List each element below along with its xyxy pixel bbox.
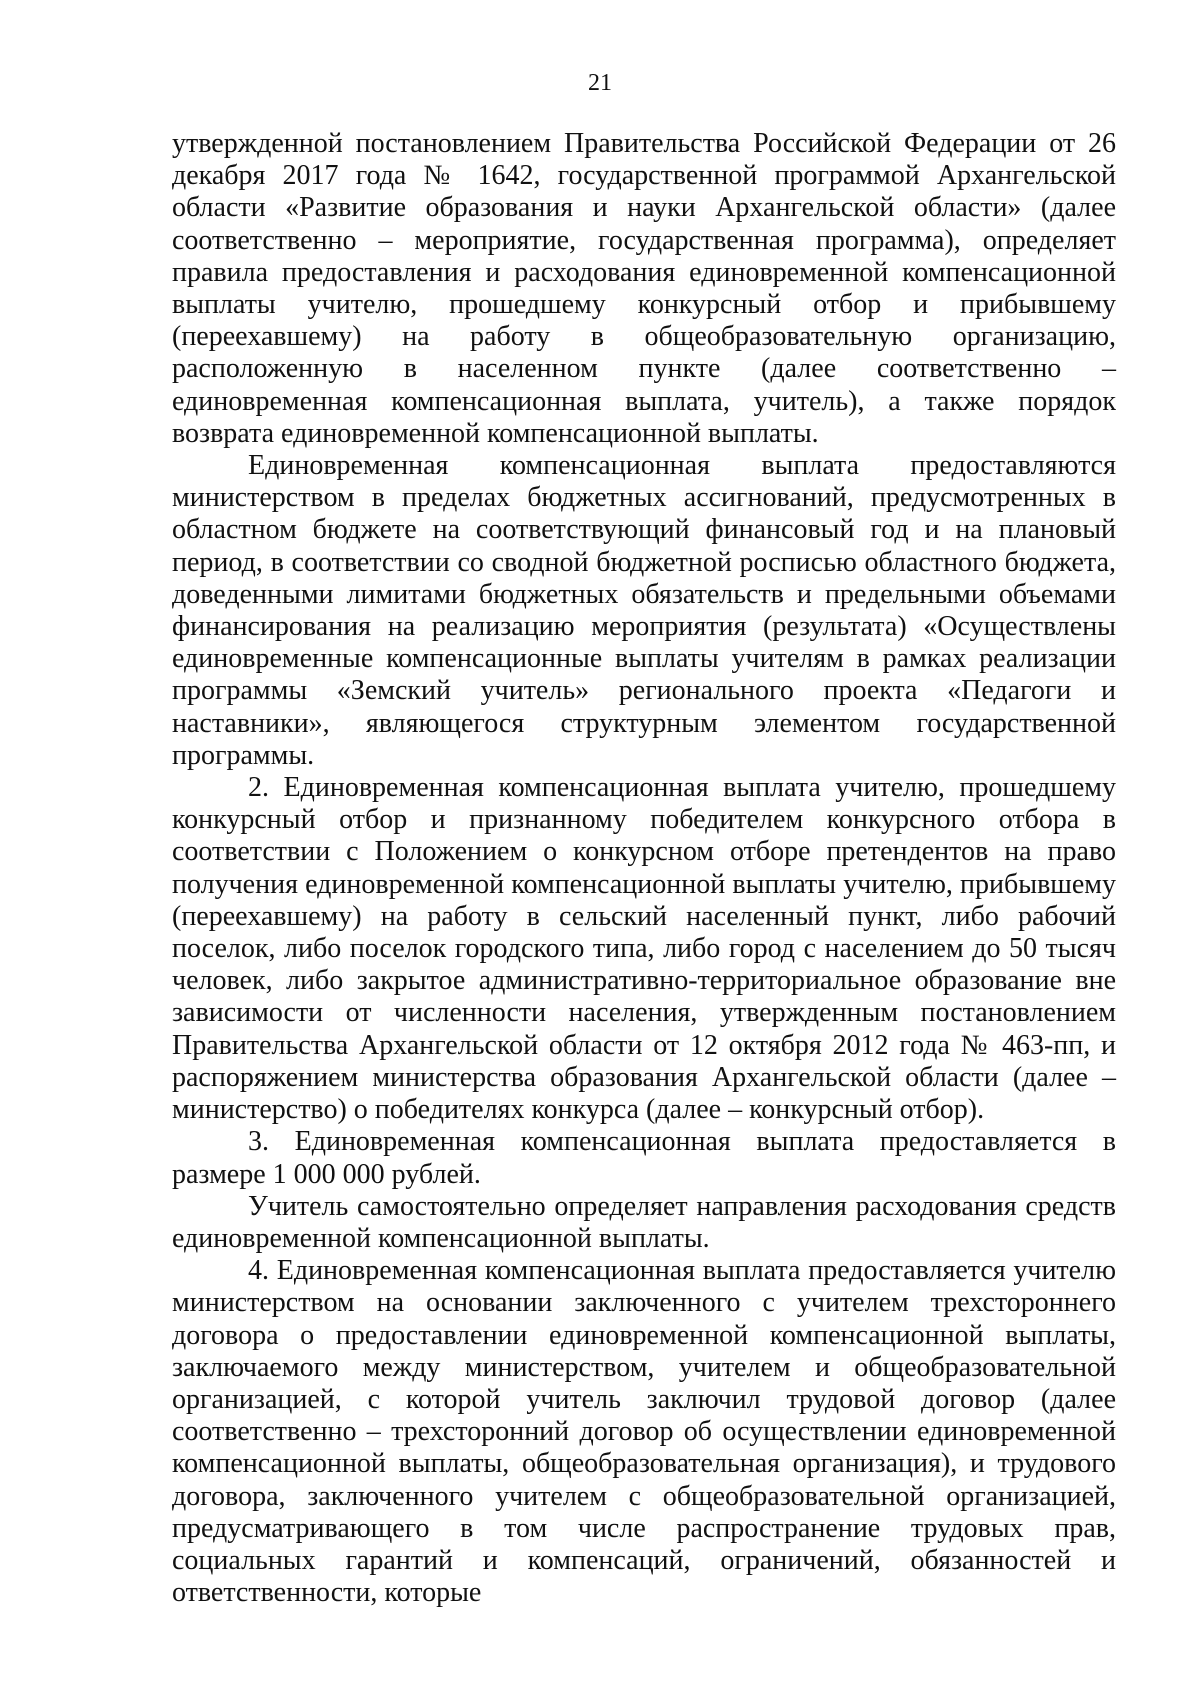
paragraph: 4. Единовременная компенсационная выплата предоставляется учителю министерством на основании заключенного с учителем трехстороннего договора о предоставлении единовременной компенсационной выплаты, заключаемого между министерством, учителем и общеобразовательной организацией, с которой учитель заключил трудовой договор (далее соответственно – трехсторонний договор об осуществлении единовременной компенсационной выплаты, общеобразовательная организация), и трудового договора, заключенного учителем с общеобразовательной организацией, предусматривающего в том числе распространение трудовых прав, социальных гарантий и компенсаций, ограничений, обязанностей и ответственности, которые [172, 1255, 1116, 1609]
paragraph: 3. Единовременная компенсационная выплата предоставляется в размере 1 000 000 рублей. [172, 1126, 1116, 1190]
paragraph: 2. Единовременная компенсационная выплата учителю, прошедшему конкурсный отбор и признанному победителем конкурсного отбора в соответствии с Положением о конкурсном отборе претендентов на право получения единовременной компенсационной выплаты учителю, прибывшему (переехавшему) на работу в сельский населенный пункт, либо рабочий поселок, либо поселок городского типа, либо город с населением до 50 тысяч человек, либо закрытое административно-территориальное образование вне зависимости от численности населения, утвержденным постановлением Правительства Архангельской области от 12 октября 2012 года № 463-пп, и распоряжением министерства образования Архангельской области (далее – министерство) о победителях конкурса (далее – конкурсный отбор). [172, 772, 1116, 1126]
document-body [172, 128, 1116, 1609]
page-number: 21 [588, 70, 612, 96]
paragraph: Единовременная компенсационная выплата предоставляются министерством в пределах бюджетных ассигнований, предусмотренных в областном бюджете на соответствующий финансовый год и на плановый период, в соответствии со сводной бюджетной росписью областного бюджета, доведенными лимитами бюджетных обязательств и предельными объемами финансирования на реализацию мероприятия (результата) «Осуществлены единовременные компенсационные выплаты учителям в рамках реализации программы «Земский учитель» регионального проекта «Педагоги и наставники», являющегося структурным элементом государственной программы. [172, 450, 1116, 771]
paragraph: утвержденной постановлением Правительства Российской Федерации от 26 декабря 2017 года № 1642, государственной программой Архангельской области «Развитие образования и науки Архангельской области» (далее соответственно – мероприятие, государственная программа), определяет правила предоставления и расходования единовременной компенсационной выплаты учителю, прошедшему конкурсный отбор и прибывшему (переехавшему) на работу в общеобразовательную организацию, расположенную в населенном пункте (далее соответственно – единовременная компенсационная выплата, учитель), а также порядок возврата единовременной компенсационной выплаты. [172, 128, 1116, 449]
paragraph: Учитель самостоятельно определяет направления расходования средств единовременной компенсационной выплаты. [172, 1190, 1116, 1254]
